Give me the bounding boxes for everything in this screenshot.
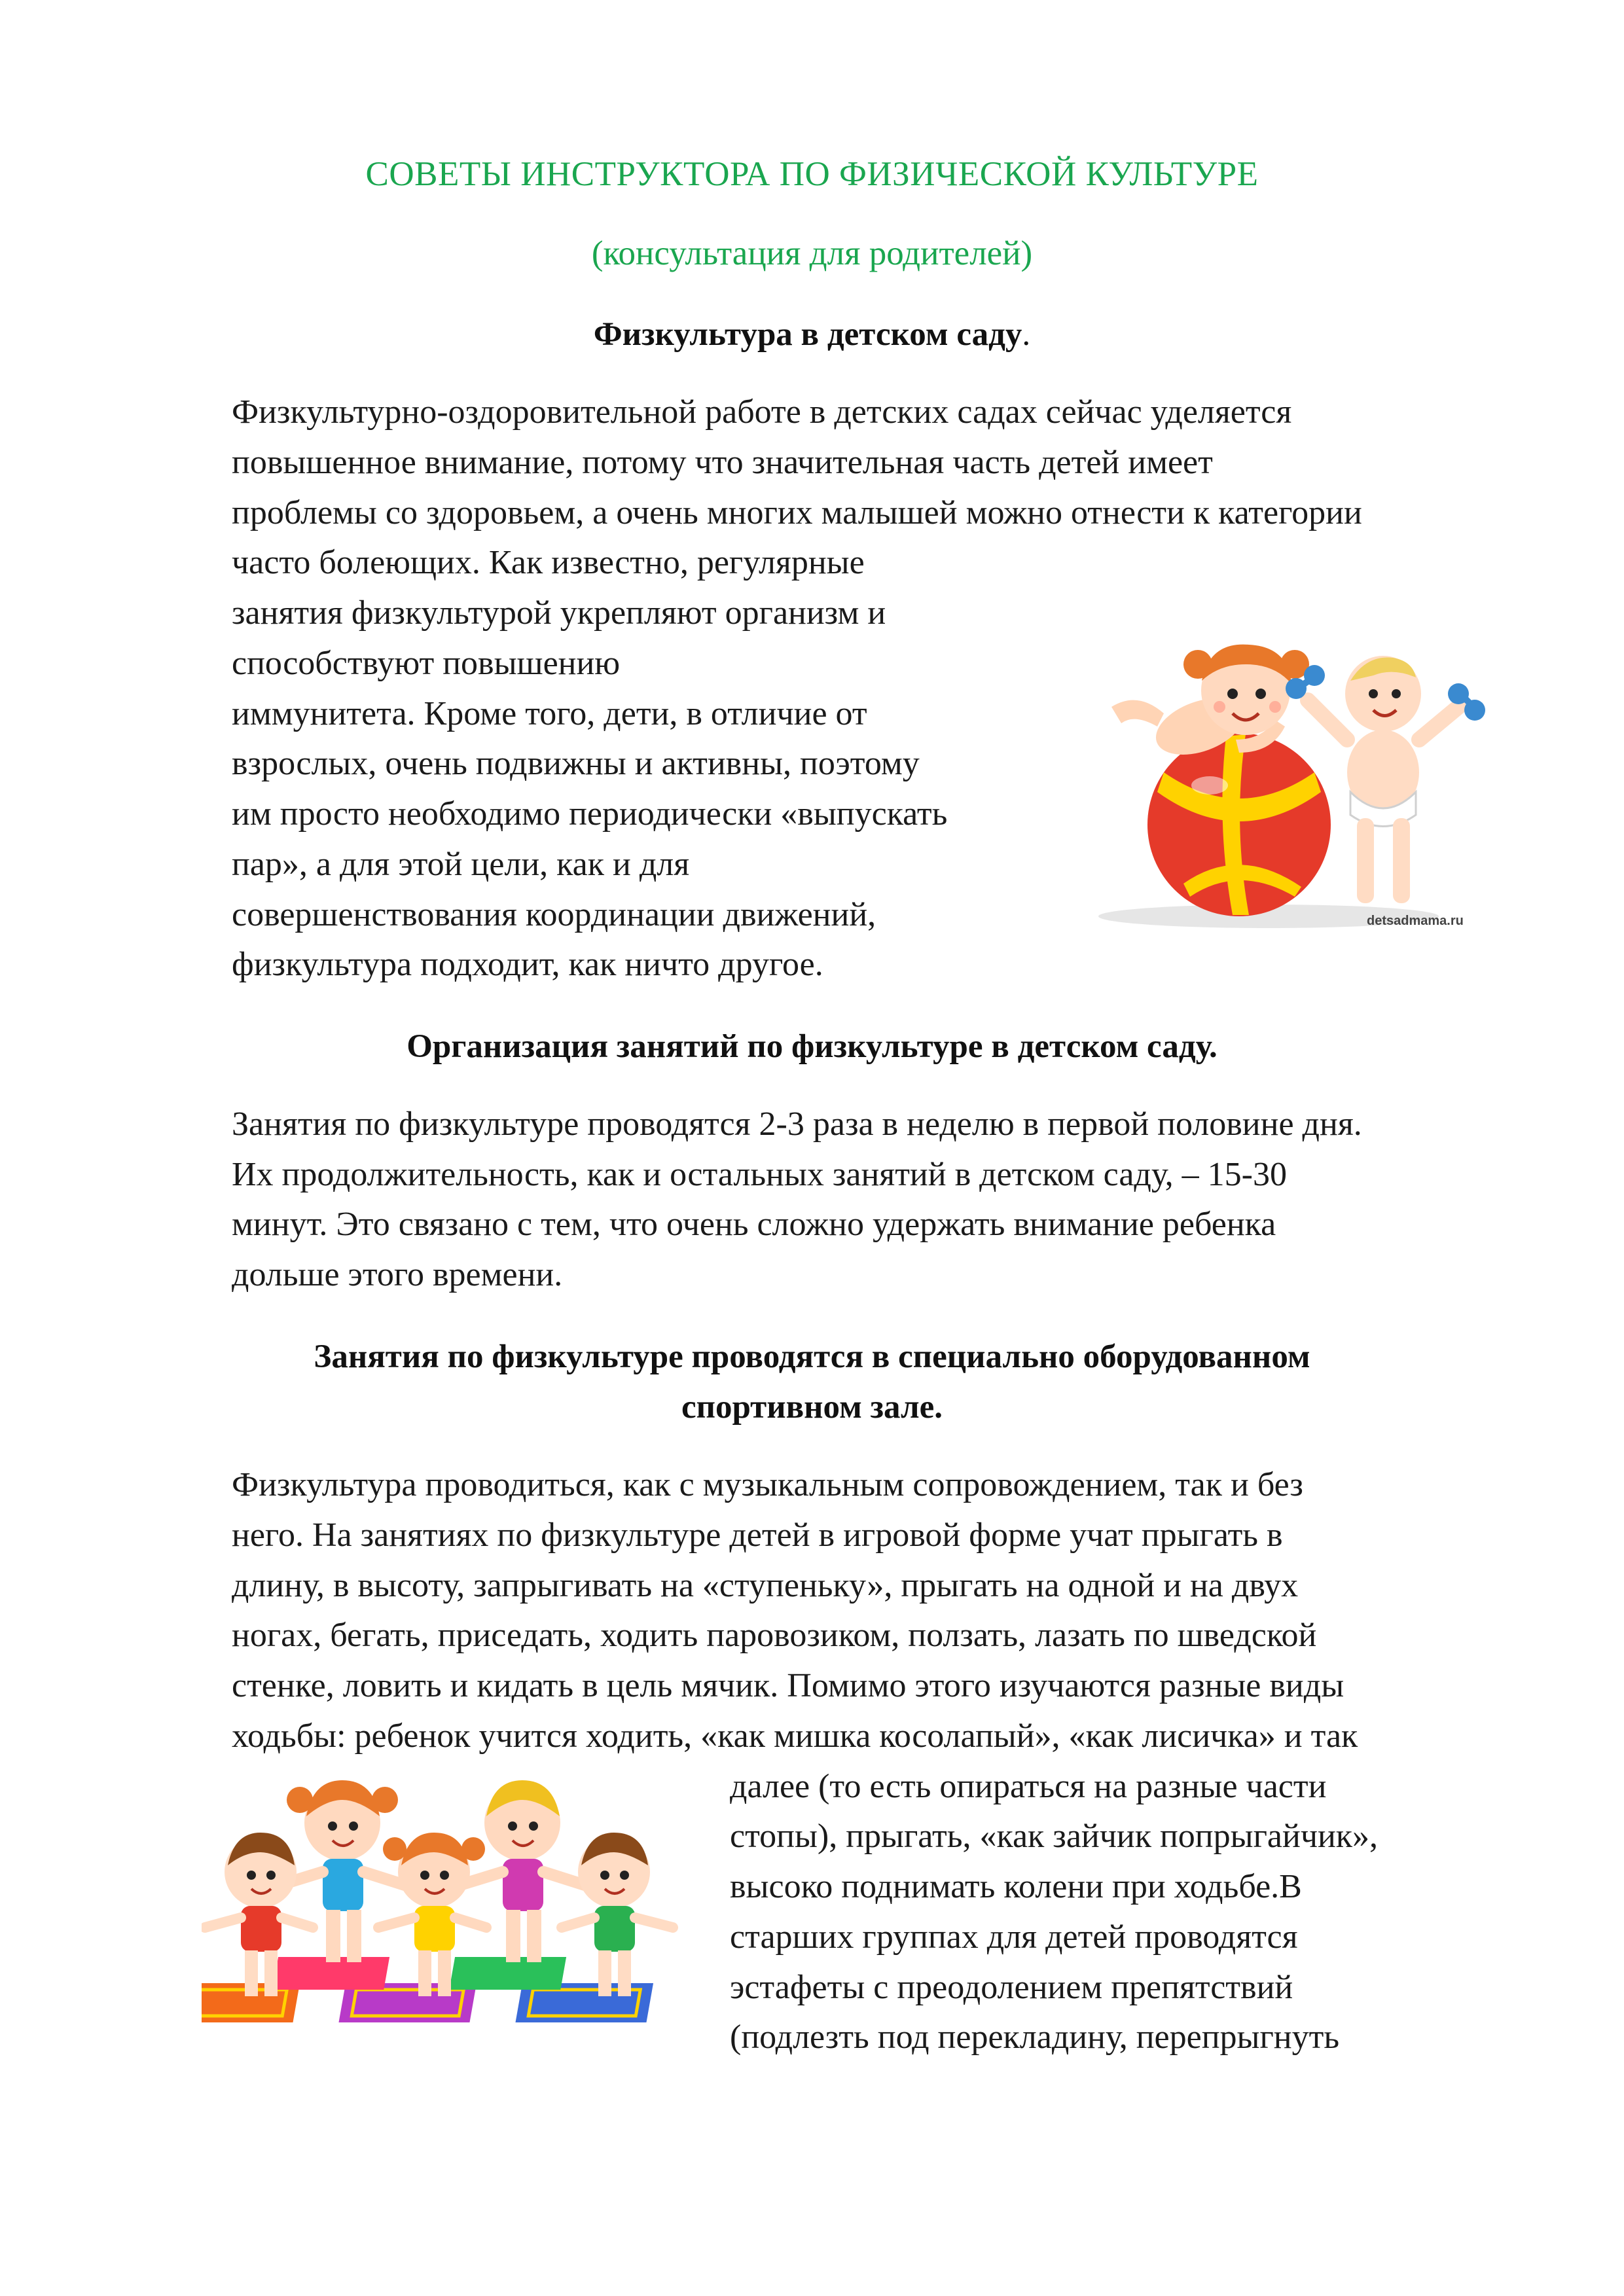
section1-heading	[0, 315, 1624, 353]
paragraph-line: (подлезть под перекладину, перепрыгнуть	[730, 2018, 1340, 2056]
paragraph-line: Их продолжительность, как и остальных занятий в детском саду, – 15-30	[232, 1156, 1287, 1193]
paragraph-line: совершенствования координации движений,	[232, 896, 876, 933]
paragraph-line: физкультура подходит, как ничто другое.	[232, 946, 823, 983]
children-ball-illustration	[1085, 628, 1504, 936]
section3-heading-line1: Занятия по физкультуре проводятся в специально оборудованном	[314, 1338, 1310, 1375]
paragraph-line: стопы), прыгать, «как зайчик попрыгайчик»,	[730, 1818, 1379, 1855]
paragraph-line: проблемы со здоровьем, а очень многих малышей можно отнести к категории	[232, 494, 1362, 531]
paragraph-line: эстафеты с преодолением препятствий	[730, 1969, 1293, 2006]
section2-heading: Организация занятий по физкультуре в детском саду.	[406, 1028, 1218, 1065]
paragraph-line: Физкультура проводиться, как с музыкальным сопровождением, так и без	[232, 1466, 1303, 1503]
paragraph-line: далее (то есть опираться на разные части	[730, 1768, 1327, 1805]
paragraph-line: него. На занятиях по физкультуре детей в игровой форме учат прыгать в	[232, 1516, 1283, 1554]
paragraph-line: часто болеющих. Как известно, регулярные	[232, 544, 865, 581]
paragraph-line: стенке, ловить и кидать в цель мячик. Помимо этого изучаются разные виды	[232, 1667, 1344, 1704]
image-credit: detsadmama.ru	[1367, 914, 1464, 928]
paragraph-line: пар», а для этой цели, как и для	[232, 846, 690, 883]
paragraph-line: Занятия по физкультуре проводятся 2-3 раза в неделю в первой половине дня.	[232, 1105, 1362, 1143]
page-title: СОВЕТЫ ИНСТРУКТОРА ПО ФИЗИЧЕСКОЙ КУЛЬТУРЕ	[365, 155, 1259, 193]
paragraph-line: занятия физкультурой укрепляют организм и	[232, 594, 886, 632]
paragraph-line: старших группах для детей проводятся	[730, 1918, 1298, 1956]
paragraph-line: им просто необходимо периодически «выпускать	[232, 795, 948, 833]
paragraph-line: высоко поднимать колени при ходьбе.В	[730, 1868, 1302, 1905]
paragraph-line: ходьбы: ребенок учится ходить, «как мишка косолапый», «как лисичка» и так	[232, 1717, 1358, 1755]
paragraph-line: способствуют повышению	[232, 645, 621, 682]
paragraph-line: иммунитета. Кроме того, дети, в отличие от	[232, 695, 867, 732]
paragraph-line: дольше этого времени.	[232, 1256, 563, 1293]
section1-heading-text: Физкультура в детском саду	[593, 316, 1022, 353]
paragraph-line: взрослых, очень подвижны и активны, поэтому	[232, 745, 920, 782]
paragraph-line: Физкультурно-оздоровительной работе в детских садах сейчас уделяется	[232, 393, 1292, 431]
kids-exercise-illustration	[202, 1761, 712, 2036]
page-subtitle: (консультация для родителей)	[591, 234, 1033, 272]
section3-heading-line2: спортивном зале.	[681, 1389, 943, 1426]
paragraph-line: минут. Это связано с тем, что очень сложно удержать внимание ребенка	[232, 1206, 1276, 1243]
paragraph-line: повышенное внимание, потому что значительная часть детей имеет	[232, 444, 1213, 481]
paragraph-line: ногах, бегать, приседать, ходить паровозиком, ползать, лазать по шведской	[232, 1617, 1317, 1654]
section1-heading-tail: .	[1022, 316, 1031, 353]
paragraph-line: длину, в высоту, запрыгивать на «ступеньку», прыгать на одной и на двух	[232, 1567, 1299, 1604]
